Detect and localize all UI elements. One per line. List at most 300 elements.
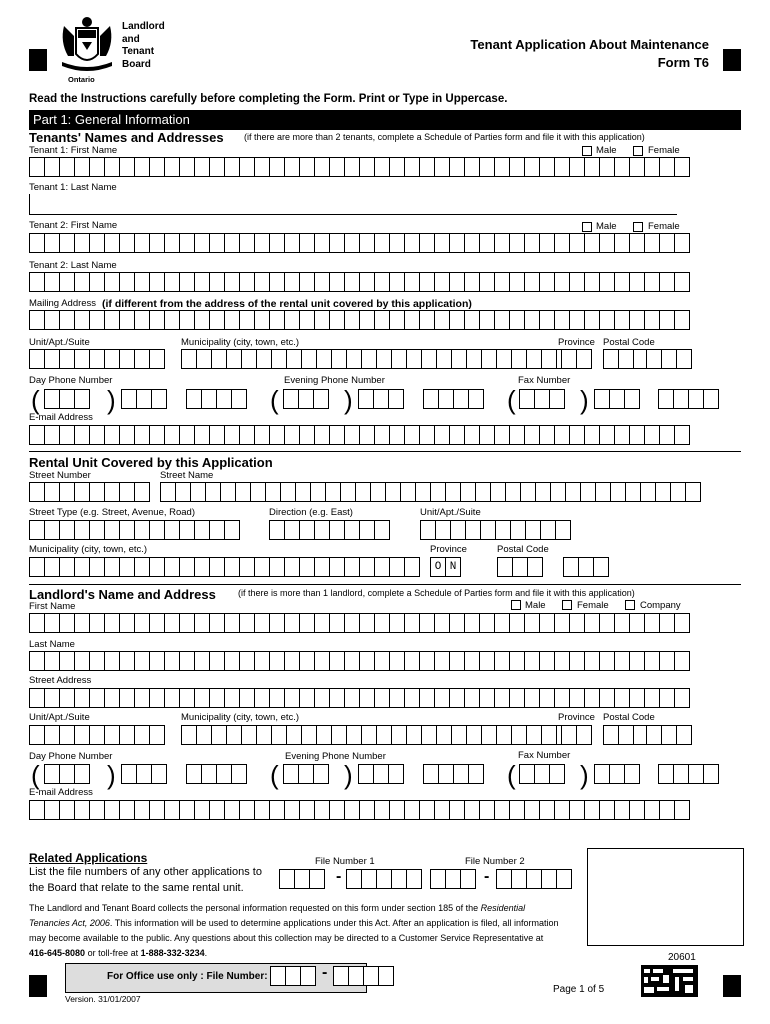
- char-box[interactable]: [295, 482, 311, 502]
- char-box[interactable]: [464, 613, 480, 633]
- char-box[interactable]: [89, 725, 105, 745]
- tenant2-first-name-field[interactable]: [29, 233, 689, 253]
- char-box[interactable]: [524, 272, 540, 292]
- landlord-male-checkbox[interactable]: [511, 600, 521, 610]
- char-box[interactable]: [509, 310, 525, 330]
- char-box[interactable]: [539, 425, 555, 445]
- char-box[interactable]: [239, 425, 255, 445]
- char-box[interactable]: [404, 800, 420, 820]
- char-box[interactable]: [419, 272, 435, 292]
- char-box[interactable]: [569, 233, 585, 253]
- char-box[interactable]: [391, 869, 407, 889]
- char-box[interactable]: [344, 520, 360, 540]
- char-box[interactable]: [434, 233, 450, 253]
- file-number-1-suffix[interactable]: [346, 869, 421, 889]
- tenant-day-area-code[interactable]: [44, 389, 89, 409]
- char-box[interactable]: [526, 349, 542, 369]
- char-box[interactable]: [594, 389, 610, 409]
- char-box[interactable]: [618, 349, 634, 369]
- landlord-first-name-field[interactable]: [29, 613, 689, 633]
- char-box[interactable]: [599, 272, 615, 292]
- char-box[interactable]: [59, 425, 75, 445]
- char-box[interactable]: [509, 425, 525, 445]
- rental-unit-field[interactable]: [420, 520, 570, 540]
- char-box[interactable]: [434, 613, 450, 633]
- char-box[interactable]: [74, 651, 90, 671]
- char-box[interactable]: [286, 725, 302, 745]
- char-box[interactable]: [599, 651, 615, 671]
- char-box[interactable]: [29, 425, 45, 445]
- char-box[interactable]: [673, 389, 689, 409]
- char-box[interactable]: [629, 800, 645, 820]
- char-box[interactable]: [629, 272, 645, 292]
- char-box[interactable]: [421, 349, 437, 369]
- char-box[interactable]: [509, 800, 525, 820]
- char-box[interactable]: [404, 557, 420, 577]
- char-box[interactable]: [658, 764, 674, 784]
- char-box[interactable]: [569, 688, 585, 708]
- char-box[interactable]: [549, 764, 565, 784]
- char-box[interactable]: [674, 800, 690, 820]
- char-box[interactable]: [331, 725, 347, 745]
- char-box[interactable]: [181, 725, 197, 745]
- char-box[interactable]: [614, 425, 630, 445]
- char-box[interactable]: [29, 520, 45, 540]
- tenant1-female-checkbox[interactable]: [633, 146, 643, 156]
- char-box[interactable]: [494, 651, 510, 671]
- char-box[interactable]: [526, 725, 542, 745]
- char-box[interactable]: [149, 157, 165, 177]
- char-box[interactable]: [298, 389, 314, 409]
- char-box[interactable]: [89, 349, 105, 369]
- char-box[interactable]: [299, 800, 315, 820]
- char-box[interactable]: [659, 233, 675, 253]
- char-box[interactable]: [286, 349, 302, 369]
- char-box[interactable]: [164, 233, 180, 253]
- char-box[interactable]: [481, 725, 497, 745]
- char-box[interactable]: [121, 389, 137, 409]
- char-box[interactable]: [299, 233, 315, 253]
- char-box[interactable]: [406, 349, 422, 369]
- char-box[interactable]: [314, 651, 330, 671]
- char-box[interactable]: [609, 764, 625, 784]
- char-box[interactable]: [464, 800, 480, 820]
- char-box[interactable]: [44, 557, 60, 577]
- char-box[interactable]: [674, 233, 690, 253]
- char-box[interactable]: [359, 557, 375, 577]
- char-box[interactable]: [479, 272, 495, 292]
- char-box[interactable]: [464, 157, 480, 177]
- char-box[interactable]: [511, 869, 527, 889]
- char-box[interactable]: [524, 688, 540, 708]
- char-box[interactable]: [89, 310, 105, 330]
- char-box[interactable]: [594, 764, 610, 784]
- char-box[interactable]: [449, 613, 465, 633]
- landlord-postal-field[interactable]: [603, 725, 648, 745]
- char-box[interactable]: [436, 725, 452, 745]
- char-box[interactable]: [239, 651, 255, 671]
- char-box[interactable]: [239, 233, 255, 253]
- char-box[interactable]: [676, 349, 692, 369]
- char-box[interactable]: [374, 613, 390, 633]
- char-box[interactable]: [355, 482, 371, 502]
- char-box[interactable]: [525, 520, 541, 540]
- char-box[interactable]: [329, 157, 345, 177]
- char-box[interactable]: [584, 425, 600, 445]
- office-file-number-suffix[interactable]: [333, 966, 393, 986]
- char-box[interactable]: [674, 157, 690, 177]
- char-box[interactable]: [344, 425, 360, 445]
- char-box[interactable]: [280, 482, 296, 502]
- char-box[interactable]: [194, 613, 210, 633]
- char-box[interactable]: [239, 800, 255, 820]
- char-box[interactable]: [59, 520, 75, 540]
- char-box[interactable]: [313, 764, 329, 784]
- char-box[interactable]: [74, 764, 90, 784]
- char-box[interactable]: [599, 157, 615, 177]
- char-box[interactable]: [201, 764, 217, 784]
- char-box[interactable]: [59, 310, 75, 330]
- char-box[interactable]: [374, 425, 390, 445]
- char-box[interactable]: [224, 233, 240, 253]
- char-box[interactable]: [104, 272, 120, 292]
- char-box[interactable]: [119, 725, 135, 745]
- char-box[interactable]: [314, 688, 330, 708]
- char-box[interactable]: [659, 157, 675, 177]
- char-box[interactable]: [209, 613, 225, 633]
- char-box[interactable]: [29, 482, 45, 502]
- char-box[interactable]: [554, 800, 570, 820]
- char-box[interactable]: [376, 725, 392, 745]
- char-box[interactable]: [331, 349, 347, 369]
- char-box[interactable]: [254, 557, 270, 577]
- char-box[interactable]: [298, 764, 314, 784]
- char-box[interactable]: [179, 157, 195, 177]
- char-box[interactable]: [329, 425, 345, 445]
- char-box[interactable]: [134, 800, 150, 820]
- char-box[interactable]: [179, 233, 195, 253]
- char-box[interactable]: [299, 651, 315, 671]
- char-box[interactable]: [209, 233, 225, 253]
- char-box[interactable]: [376, 349, 392, 369]
- char-box[interactable]: [329, 557, 345, 577]
- landlord-last-name-field[interactable]: [29, 651, 689, 671]
- char-box[interactable]: [294, 869, 310, 889]
- char-box[interactable]: [509, 651, 525, 671]
- mailing-province-field[interactable]: [561, 349, 591, 369]
- street-number-field[interactable]: [29, 482, 149, 502]
- char-box[interactable]: [119, 651, 135, 671]
- char-box[interactable]: [449, 157, 465, 177]
- char-box[interactable]: [149, 310, 165, 330]
- char-box[interactable]: [389, 425, 405, 445]
- char-box[interactable]: [419, 310, 435, 330]
- char-box[interactable]: [74, 688, 90, 708]
- char-box[interactable]: [29, 349, 45, 369]
- char-box[interactable]: [283, 389, 299, 409]
- char-box[interactable]: [389, 613, 405, 633]
- char-box[interactable]: [389, 688, 405, 708]
- char-box[interactable]: [475, 482, 491, 502]
- rental-postal-field[interactable]: [497, 557, 542, 577]
- char-box[interactable]: [44, 725, 60, 745]
- char-box[interactable]: [618, 725, 634, 745]
- char-box[interactable]: [216, 764, 232, 784]
- char-box[interactable]: [423, 764, 439, 784]
- char-box[interactable]: [629, 651, 645, 671]
- char-box[interactable]: [359, 800, 375, 820]
- char-box[interactable]: [209, 425, 225, 445]
- char-box[interactable]: [374, 157, 390, 177]
- char-box[interactable]: [29, 233, 45, 253]
- char-box[interactable]: [391, 725, 407, 745]
- char-box[interactable]: [29, 800, 45, 820]
- char-box[interactable]: [44, 425, 60, 445]
- char-box[interactable]: [460, 869, 476, 889]
- char-box[interactable]: [496, 349, 512, 369]
- char-box[interactable]: [344, 688, 360, 708]
- char-box[interactable]: [655, 482, 671, 502]
- char-box[interactable]: [674, 688, 690, 708]
- char-box[interactable]: [226, 725, 242, 745]
- char-box[interactable]: [179, 425, 195, 445]
- char-box[interactable]: [388, 389, 404, 409]
- char-box[interactable]: [359, 310, 375, 330]
- char-box[interactable]: [44, 233, 60, 253]
- char-box[interactable]: [190, 482, 206, 502]
- tenant1-last-name-field[interactable]: [29, 194, 677, 215]
- char-box[interactable]: [196, 349, 212, 369]
- tenant-day-number[interactable]: [186, 389, 246, 409]
- char-box[interactable]: [29, 651, 45, 671]
- char-box[interactable]: [449, 425, 465, 445]
- char-box[interactable]: [569, 800, 585, 820]
- char-box[interactable]: [175, 482, 191, 502]
- char-box[interactable]: [389, 233, 405, 253]
- char-box[interactable]: [539, 800, 555, 820]
- char-box[interactable]: [179, 310, 195, 330]
- char-box[interactable]: [373, 389, 389, 409]
- char-box[interactable]: [231, 389, 247, 409]
- char-box[interactable]: [629, 613, 645, 633]
- char-box[interactable]: [160, 482, 176, 502]
- char-box[interactable]: [614, 651, 630, 671]
- char-box[interactable]: [121, 764, 137, 784]
- char-box[interactable]: [644, 688, 660, 708]
- char-box[interactable]: [703, 389, 719, 409]
- char-box[interactable]: [89, 425, 105, 445]
- rental-municipality-field[interactable]: [29, 557, 419, 577]
- char-box[interactable]: [584, 651, 600, 671]
- char-box[interactable]: [373, 764, 389, 784]
- char-box[interactable]: [269, 425, 285, 445]
- char-box[interactable]: [301, 349, 317, 369]
- char-box[interactable]: [509, 233, 525, 253]
- char-box[interactable]: [44, 651, 60, 671]
- char-box[interactable]: [400, 482, 416, 502]
- char-box[interactable]: [479, 800, 495, 820]
- char-box[interactable]: [659, 272, 675, 292]
- char-box[interactable]: [540, 520, 556, 540]
- char-box[interactable]: [561, 725, 577, 745]
- char-box[interactable]: [89, 520, 105, 540]
- char-box[interactable]: [359, 233, 375, 253]
- mailing-address-field[interactable]: [29, 310, 689, 330]
- char-box[interactable]: [359, 425, 375, 445]
- char-box[interactable]: [464, 272, 480, 292]
- char-box[interactable]: [629, 157, 645, 177]
- char-box[interactable]: [325, 482, 341, 502]
- char-box[interactable]: [614, 310, 630, 330]
- char-box[interactable]: [314, 157, 330, 177]
- char-box[interactable]: [250, 482, 266, 502]
- char-box[interactable]: [376, 869, 392, 889]
- char-box[interactable]: [625, 482, 641, 502]
- char-box[interactable]: [104, 482, 120, 502]
- char-box[interactable]: [134, 725, 150, 745]
- char-box[interactable]: [404, 233, 420, 253]
- landlord-province-field[interactable]: [561, 725, 591, 745]
- char-box[interactable]: [640, 482, 656, 502]
- char-box[interactable]: [584, 688, 600, 708]
- char-box[interactable]: [44, 157, 60, 177]
- char-box[interactable]: [104, 800, 120, 820]
- char-box[interactable]: [89, 157, 105, 177]
- char-box[interactable]: [284, 157, 300, 177]
- char-box[interactable]: [270, 966, 286, 986]
- char-box[interactable]: [211, 725, 227, 745]
- landlord-female-checkbox[interactable]: [562, 600, 572, 610]
- char-box[interactable]: [119, 688, 135, 708]
- char-box[interactable]: [344, 800, 360, 820]
- char-box[interactable]: [435, 520, 451, 540]
- char-box[interactable]: [104, 349, 120, 369]
- char-box[interactable]: [209, 310, 225, 330]
- char-box[interactable]: [284, 688, 300, 708]
- char-box[interactable]: [599, 425, 615, 445]
- char-box[interactable]: [134, 613, 150, 633]
- char-box[interactable]: [344, 613, 360, 633]
- char-box[interactable]: [224, 157, 240, 177]
- char-box[interactable]: [149, 520, 165, 540]
- char-box[interactable]: [404, 613, 420, 633]
- char-box[interactable]: [389, 800, 405, 820]
- char-box[interactable]: [359, 613, 375, 633]
- char-box[interactable]: [524, 613, 540, 633]
- char-box[interactable]: [149, 688, 165, 708]
- char-box[interactable]: [584, 272, 600, 292]
- char-box[interactable]: [241, 725, 257, 745]
- char-box[interactable]: [29, 557, 45, 577]
- char-box[interactable]: [104, 157, 120, 177]
- char-box[interactable]: [44, 688, 60, 708]
- char-box[interactable]: [329, 651, 345, 671]
- char-box[interactable]: [104, 425, 120, 445]
- char-box[interactable]: [584, 613, 600, 633]
- street-type-field[interactable]: [29, 520, 239, 540]
- char-box[interactable]: [420, 520, 436, 540]
- char-box[interactable]: [149, 800, 165, 820]
- char-box[interactable]: [74, 557, 90, 577]
- char-box[interactable]: [44, 310, 60, 330]
- char-box[interactable]: [451, 349, 467, 369]
- char-box[interactable]: [164, 800, 180, 820]
- char-box[interactable]: [569, 157, 585, 177]
- char-box[interactable]: [385, 482, 401, 502]
- char-box[interactable]: [346, 869, 362, 889]
- char-box[interactable]: [59, 800, 75, 820]
- mailing-municipality-field[interactable]: [181, 349, 571, 369]
- char-box[interactable]: [254, 688, 270, 708]
- char-box[interactable]: [561, 349, 577, 369]
- char-box[interactable]: [434, 157, 450, 177]
- char-box[interactable]: [340, 482, 356, 502]
- char-box[interactable]: [603, 349, 619, 369]
- char-box[interactable]: [309, 869, 325, 889]
- direction-field[interactable]: [269, 520, 389, 540]
- char-box[interactable]: [449, 688, 465, 708]
- char-box[interactable]: [74, 725, 90, 745]
- char-box[interactable]: [629, 425, 645, 445]
- char-box[interactable]: [509, 272, 525, 292]
- char-box[interactable]: [224, 688, 240, 708]
- char-box[interactable]: [644, 272, 660, 292]
- char-box[interactable]: [423, 389, 439, 409]
- landlord-email-field[interactable]: [29, 800, 689, 820]
- char-box[interactable]: [496, 869, 512, 889]
- char-box[interactable]: [239, 157, 255, 177]
- char-box[interactable]: [610, 482, 626, 502]
- char-box[interactable]: [505, 482, 521, 502]
- tenant-fax-area-code[interactable]: [519, 389, 564, 409]
- char-box[interactable]: [74, 272, 90, 292]
- tenant1-first-name-field[interactable]: [29, 157, 689, 177]
- char-box[interactable]: [593, 557, 609, 577]
- char-box[interactable]: [284, 520, 300, 540]
- char-box[interactable]: [119, 520, 135, 540]
- char-box[interactable]: [74, 310, 90, 330]
- char-box[interactable]: [464, 310, 480, 330]
- char-box[interactable]: [134, 349, 150, 369]
- char-box[interactable]: [576, 725, 592, 745]
- char-box[interactable]: [494, 688, 510, 708]
- char-box[interactable]: [659, 688, 675, 708]
- char-box[interactable]: [361, 349, 377, 369]
- char-box[interactable]: [269, 233, 285, 253]
- char-box[interactable]: [59, 157, 75, 177]
- char-box[interactable]: [164, 557, 180, 577]
- char-box[interactable]: [314, 613, 330, 633]
- char-box[interactable]: [181, 349, 197, 369]
- char-box[interactable]: [374, 800, 390, 820]
- char-box[interactable]: [361, 869, 377, 889]
- char-box[interactable]: [430, 482, 446, 502]
- char-box[interactable]: [685, 482, 701, 502]
- char-box[interactable]: [285, 966, 301, 986]
- char-box[interactable]: [434, 688, 450, 708]
- char-box[interactable]: [194, 233, 210, 253]
- char-box[interactable]: [269, 688, 285, 708]
- char-box[interactable]: [284, 613, 300, 633]
- char-box[interactable]: [209, 157, 225, 177]
- landlord-company-checkbox[interactable]: [625, 600, 635, 610]
- char-box[interactable]: [179, 651, 195, 671]
- char-box[interactable]: [541, 869, 557, 889]
- char-box[interactable]: [284, 425, 300, 445]
- char-box[interactable]: [494, 425, 510, 445]
- char-box[interactable]: [283, 764, 299, 784]
- char-box[interactable]: [209, 557, 225, 577]
